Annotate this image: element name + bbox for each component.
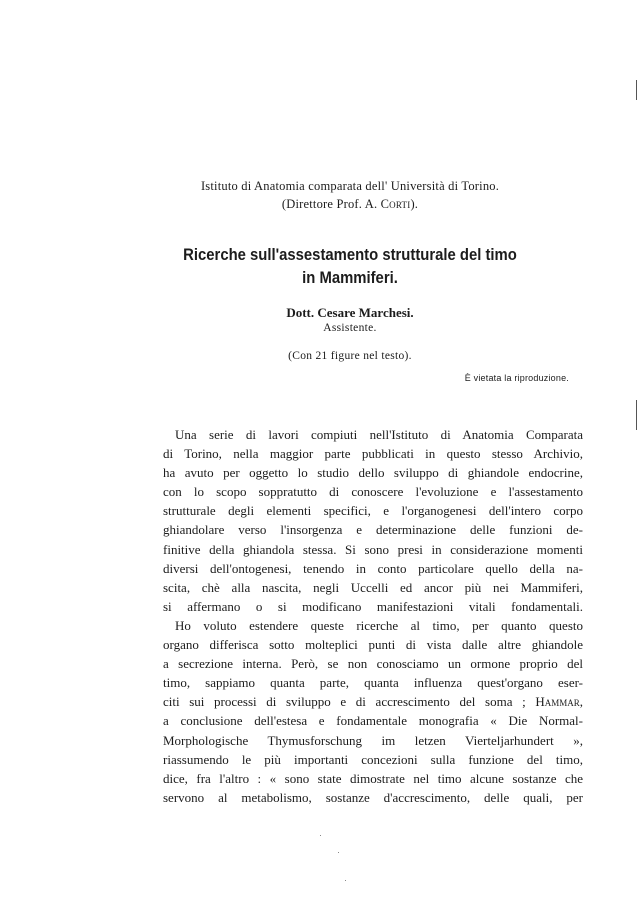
cited-author-hammar: Hammar, <box>535 694 584 710</box>
body-line: riassumendo le più importanti concezioni sulla funzione del timo, <box>163 751 583 767</box>
body-line: Ho voluto estendere queste ricerche al timo, per quanto questo <box>175 617 583 633</box>
paper-title-line-1: Ricerche sull'assestamento strutturale del timo <box>183 246 517 264</box>
scan-edge-mark <box>636 400 637 430</box>
scan-speck <box>345 880 346 881</box>
paper-title-line-2: in Mammiferi. <box>302 269 398 287</box>
director-prefix: (Direttore Prof. A. <box>281 197 381 211</box>
author-role: Assistente. <box>323 322 377 334</box>
body-line: Una serie di lavori compiuti nell'Istituto di Anatomia Comparata <box>175 427 583 442</box>
body-line: a secrezione interna. Però, se non conosciamo un ormone proprio del <box>163 656 583 672</box>
body-line: si affermano o si modificano manifestazioni vitali fondamentali. <box>163 598 583 614</box>
body-line: a conclusione dell'estesa e fondamentale monografia « Die Normal- <box>163 713 583 729</box>
director-line <box>150 196 550 213</box>
scan-edge-mark <box>636 80 637 100</box>
rights-note: È vietata la riproduzione. <box>464 373 569 383</box>
scan-speck <box>338 852 339 853</box>
figures-note: (Con 21 figure nel testo). <box>288 350 412 362</box>
body-line: ha avuto per oggetto lo studio dello sviluppo di ghiandole endocrine, <box>163 465 583 481</box>
body-line: Morphologische Thymusforschung im letzen Vierteljarhundert », <box>163 732 583 748</box>
body-line: finitive della ghiandola stessa. Si sono presi in considerazione momenti <box>163 541 583 557</box>
body-line: dice, fra l'altro : « sono state dimostrate nel timo alcune sostanze che <box>163 770 583 786</box>
body-line: con lo scopo soppratutto di conoscere l'evoluzione e l'assestamento <box>163 484 583 500</box>
body-paragraphs <box>163 425 583 807</box>
body-line: organo differisca sotto molteplici punti di vista dalle altre ghiandole <box>163 637 583 653</box>
body-line: scita, chè alla nascita, negli Uccelli ed ancor più nei Mammiferi, <box>163 579 583 595</box>
author-name: Dott. Cesare Marchesi. <box>286 305 414 320</box>
scan-speck <box>320 835 321 836</box>
body-line: diversi dell'ontogenesi, tenendo in conto particolare quello della na- <box>163 560 583 576</box>
director-suffix: ). <box>410 197 419 211</box>
body-line-hammar <box>163 692 583 711</box>
body-line: ghiandolare verso l'insorgenza e determinazione delle funzioni de- <box>163 522 583 538</box>
body-line: strutturale degli elementi specifici, e l'organogenesi dell'intero corpo <box>163 503 583 519</box>
body-line: timo, sappiamo quanta parte, quanta influenza quest'organo eser- <box>163 675 583 691</box>
director-name: Corti <box>380 197 411 211</box>
body-line: di Torino, nella maggior parte pubblicati in questo stesso Archivio, <box>163 446 583 462</box>
body-line-text: citi sui processi di sviluppo e di accrescimento del soma ; <box>163 694 526 710</box>
institute-line: Istituto di Anatomia comparata dell' Università di Torino. <box>200 179 500 193</box>
body-line: servono al metabolismo, sostanze d'accrescimento, delle quali, per <box>163 789 583 805</box>
